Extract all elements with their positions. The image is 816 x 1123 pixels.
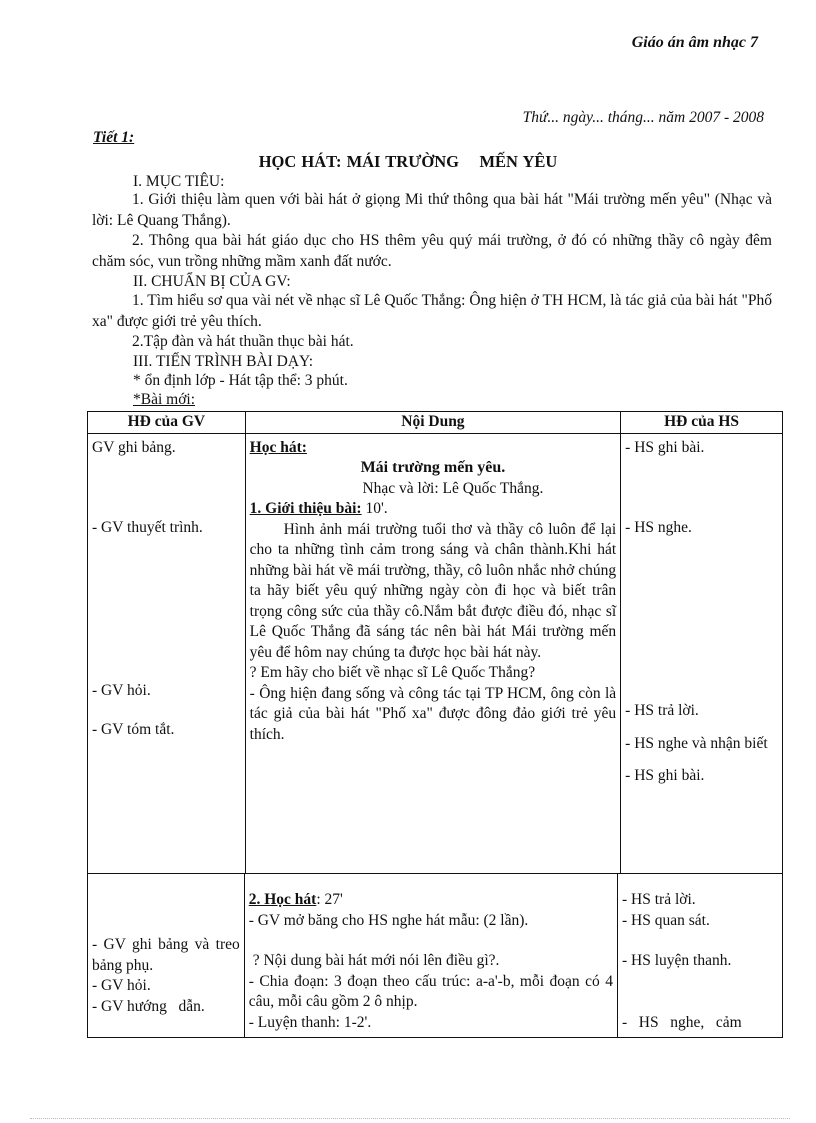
- hs-activity: - HS quan sát.: [622, 911, 710, 929]
- gv-activity: - GV hỏi.: [92, 977, 151, 994]
- content-line: ? Nội dung bài hát mới nói lên điều gì?.: [252, 952, 500, 969]
- content-line: - GV mở băng cho HS nghe hát mẫu: (2 lần).: [248, 911, 529, 929]
- table-row: [88, 433, 783, 873]
- preparation-2: 2.Tập đàn và hát thuần thục bài hát.: [132, 333, 354, 350]
- section-preparation-heading: II. CHUẨN BỊ CỦA GV:: [133, 273, 291, 290]
- hs-activity: - HS nghe, cảm: [622, 1013, 742, 1031]
- song-title: Mái trường mến yêu.: [360, 459, 506, 476]
- hs-activity: - HS nghe và nhận biết: [625, 734, 768, 752]
- content-cell: [244, 874, 617, 1038]
- hoc-hat-line: [249, 890, 613, 911]
- section-objectives-heading: I. MỤC TIÊU:: [133, 173, 225, 190]
- page-bottom-divider: [30, 1118, 790, 1119]
- hs-activity: - HS trả lời.: [625, 701, 699, 719]
- lesson-title: HỌC HÁT: MÁI TRƯỜNG MẾN YÊU: [258, 152, 558, 171]
- hs-activity: - HS ghi bài.: [625, 767, 705, 784]
- hs-activity: - HS luyện thanh.: [622, 952, 732, 969]
- hoc-hat-time: : 27': [316, 891, 343, 908]
- header-content: Nội Dung: [245, 412, 621, 434]
- header-gv: HĐ của GV: [88, 412, 246, 434]
- intro-label: 1. Giới thiệu bài:: [249, 500, 362, 517]
- process-item-2: *Bài mới:: [133, 391, 196, 408]
- lesson-date: Thứ... ngày... tháng... năm 2007 - 2008: [522, 109, 764, 126]
- lesson-table: [87, 411, 783, 874]
- hs-activity: - HS nghe.: [625, 518, 692, 536]
- objective-2: 2. Thông qua bài hát giáo dục cho HS thêm yêu quý mái trường, ở đó có những thầy cô ngày đêm chăm sóc, vun trồng những mầm xanh đất nước.: [92, 232, 772, 270]
- hs-activities-cell: [618, 874, 783, 1038]
- table-header-row: [88, 412, 783, 434]
- gv-activity: - GV hỏi.: [92, 681, 151, 699]
- content-cell: [245, 433, 621, 873]
- preparation-1: 1. Tìm hiểu sơ qua vài nét về nhạc sĩ Lê Quốc Thắng: Ông hiện ở TH HCM, là tác giả của bài hát "Phố xa" được giới trẻ yêu thích.: [92, 292, 772, 330]
- gv-activity: - GV hướng dẫn.: [92, 997, 205, 1015]
- document-subject: Giáo án âm nhạc 7: [631, 34, 758, 51]
- hs-activity: - HS trả lời.: [622, 891, 696, 908]
- section-process-heading: III. TIẾN TRÌNH BÀI DẠY:: [133, 353, 314, 370]
- objective-1: 1. Giới thiệu làm quen với bài hát ở giọng Mi thứ thông qua bài hát "Mái trường mến yêu" (Nhạc và lời: Lê Quang Thắng).: [92, 191, 772, 229]
- header-hs: HĐ của HS: [621, 412, 783, 434]
- gv-activities-cell: [88, 874, 245, 1038]
- answer: - Ông hiện đang sống và công tác tại TP HCM, ông còn là tác giả của bài hát "Phố xa" được đông đảo giới trẻ yêu thích.: [249, 684, 617, 743]
- intro-paragraph: Hình ảnh mái trường tuổi thơ và thầy cô luôn để lại cho ta những tình cảm trong sáng và chân thành.Khi hát những bài hát về mái trường, thầy, cô luôn nhắc nhở chúng ta hãy biết yêu quý những ngày còn đi học và biết trân trọng công sức của thầy cô.Nắm bắt được điều đó, nhạc sĩ Lê Quốc Thắng đã sáng tác nên bài hát Mái trường mến yêu để hôm nay chúng ta được học bài hát này.: [249, 520, 617, 661]
- process-item-1: * ổn định lớp - Hát tập thể: 3 phút.: [133, 372, 348, 389]
- question: ? Em hãy cho biết về nhạc sĩ Lê Quốc Thắng?: [249, 664, 536, 681]
- content-line: - Luyện thanh: 1-2'.: [248, 1013, 372, 1031]
- table-row: [88, 874, 783, 1038]
- lesson-table-continued: [87, 873, 783, 1038]
- gv-activities-cell: [88, 433, 246, 873]
- gv-activity: - GV tóm tắt.: [92, 720, 175, 738]
- gv-activity: - GV ghi bảng và treo bảng phụ.: [92, 936, 240, 974]
- gv-activity: - GV thuyết trình.: [92, 518, 203, 536]
- hs-activities-cell: [621, 433, 783, 873]
- hoc-hat-label: Học hát:: [249, 438, 307, 456]
- lesson-number: Tiết 1:: [93, 129, 135, 146]
- intro-time: 10'.: [361, 500, 388, 517]
- content-line: - Chia đoạn: 3 đoạn theo cấu trúc: a-a'-b, mỗi đoạn có 4 câu, mỗi câu gồm 2 ô nhịp.: [248, 972, 613, 1010]
- intro-line: [250, 499, 617, 520]
- song-author: Nhạc và lời: Lê Quốc Thắng.: [362, 479, 544, 497]
- hs-activity: - HS ghi bài.: [625, 438, 705, 456]
- hoc-hat-label: 2. Học hát: [248, 891, 317, 908]
- gv-activity: GV ghi bảng.: [92, 438, 176, 456]
